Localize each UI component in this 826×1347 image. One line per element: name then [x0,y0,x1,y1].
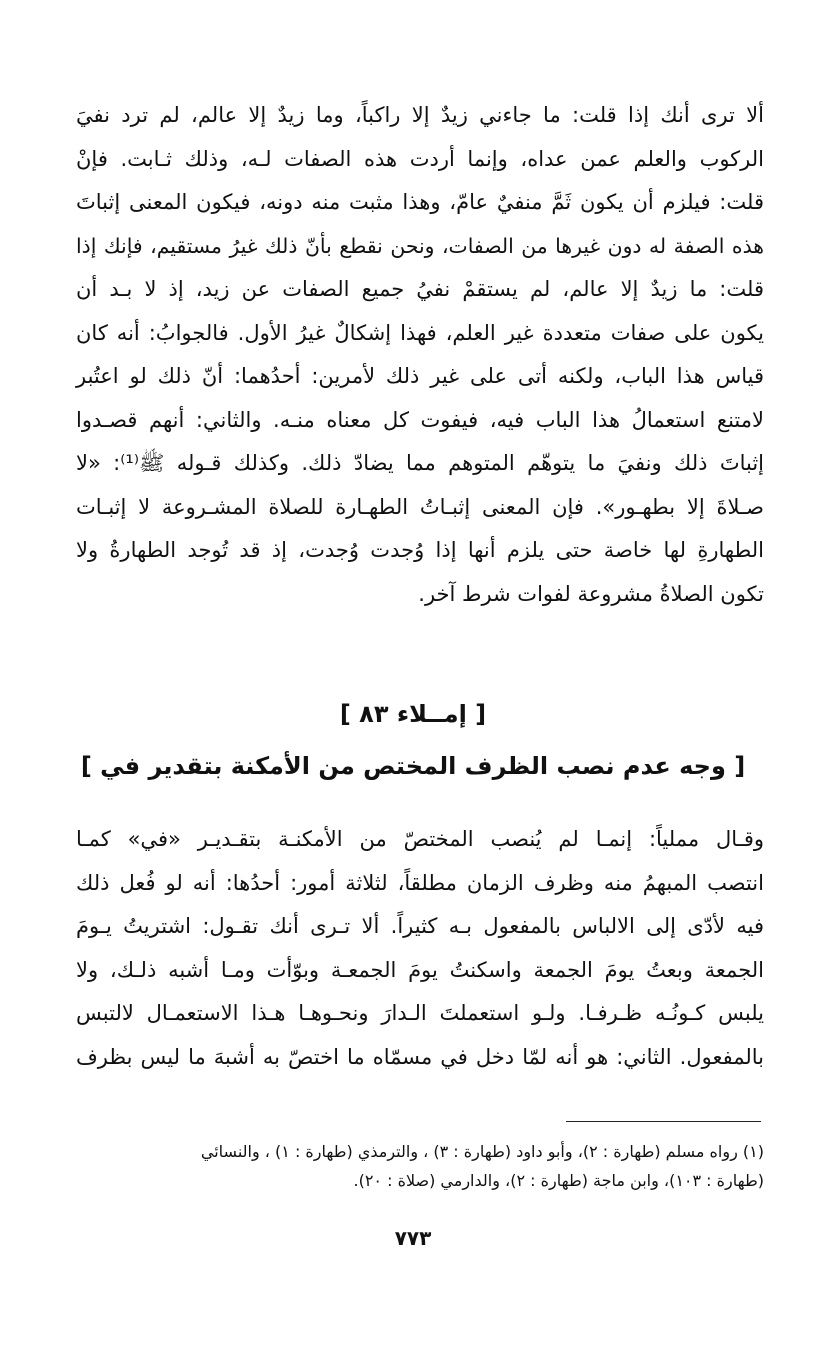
text-line: تكون الصلاةُ مشروعة لفوات شرط آخر. [418,581,764,606]
text-line: ألا ترى أنك إذا قلت: ما جاءني زيدٌ إلا راكباً، وما زيدٌ إلا عالم، لم ترد نفيَ [76,103,764,127]
footnote [70,1137,764,1195]
text-line: وقـال مملياً: إنمـا لم يُنصب المختصّ من الأمكنـة بتقـديـر «في» كمـا [76,827,764,851]
text-line: انتصب المبهمُ منه وظرف الزمان مطلقاً، لثلاثة أمور: أحدُها: أنه لو فُعل ذلك [76,870,764,895]
text-line: إثباتَ ذلك ونفيَ ما يتوهّم المتوهم مما يضادّ ذلك. وكذلك قـوله ﷺ⁽¹⁾: «لا [76,451,764,475]
text-line: قلت: ما زيدٌ إلا عالم، لم يستقمْ نفيُ جميع الصفات عن زيد، إذ لا بـد أن [76,277,764,301]
text-line: فيه لأدّى إلى الالباس بالمفعول بـه كثيراً. ألا تـرى أنك تقـول: اشتريتُ يـومَ [76,914,764,938]
page-number: ٧٧٣ [394,1226,432,1250]
section-number-heading: [ إمــلاء ٨٣ ] [339,700,487,728]
text-line: صـلاةَ إلا بطهـور». فإن المعنى إثبـاتُ الطهـارة للصلاة المشـروعة لا إثبـات [76,494,764,519]
paragraph-2 [76,818,764,1079]
text-line: يكون على صفات متعددة غير العلم، فهذا إشكالٌ غيرُ الأول. فالجوابُ: أنه كان [76,320,764,345]
text-line: قياس هذا الباب، ولكنه أتى على غير ذلك لأمرين: أحدُهما: أنّ ذلك لو اعتُبر [76,364,764,388]
footnote-separator [566,1121,761,1122]
text-line: الجمعة وبعتُ يومَ الجمعة واسكنتُ يومَ الجمعـة وبوّأت ومـا أشبه ذلـك، ولا [76,957,764,982]
footnote-line: (طهارة : ١٠٣)، وابن ماجة (طهارة : ٢)، والدارمي (صلاة : ٢٠). [353,1171,764,1190]
text-line: لامتنع استعمالُ هذا الباب فيه، فيفوت كل معناه منـه. والثاني: أنهم قصـدوا [76,407,764,432]
section-title-heading: [ وجه عدم نصب الظرف المختص من الأمكنة بتقدير في ] [80,752,746,780]
text-line: بالمفعول. الثاني: هو أنه لمّا دخل في مسمّاه ما اختصّ به أشبهَ ما ليس بظرف [76,1044,764,1069]
text-line: قلت: فيلزم أن يكون ثَمَّ منفيٌ عامّ، وهذا مثبت منه دونه، فيكون المعنى إثباتَ [76,190,764,214]
footnote-line: (١) رواه مسلم (طهارة : ٢)، وأبو داود (طهارة : ٣) ، والترمذي (طهارة : ١) ، والنسائي [200,1142,764,1161]
text-line: يلبس كـونُـه ظـرفـا. ولـو استعملتَ الـدارَ ونحـوهـا هـذا الاستعمـال لالتبس [76,1001,764,1025]
text-line: الركوب والعلم عمن عداه، وإنما أردت هذه الصفات لـه، وذلك ثـابت. فإنْ [76,146,764,171]
text-line: هذه الصفة له دون غيرها من الصفات، ونحن نقطع بأنّ ذلك غيرُ مستقيم، فإنك إذا [76,233,764,258]
text-line: الطهارةِ لها خاصة حتى يلزم أنها إذا وُجدت وُجدت، إذ قد تُوجد الطهارةُ ولا [76,538,764,562]
paragraph-1 [76,94,764,616]
